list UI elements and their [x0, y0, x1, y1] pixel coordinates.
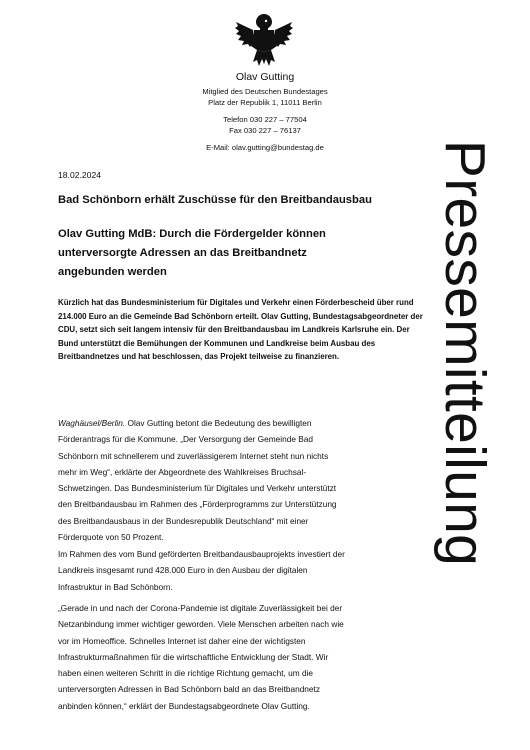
- paragraph-line: vor im Homeoffice. Schnelles Internet ist daher eine der wichtigsten: [58, 635, 306, 646]
- paragraph-line-text: Olav Gutting betont die Bedeutung des bewilligten: [125, 418, 312, 428]
- body-paragraph-3: [58, 600, 438, 714]
- paragraph-line: Netzanbindung immer wichtiger geworden. Viele Menschen arbeiten nach wie: [58, 619, 344, 630]
- paragraph-line: des Breitbandausbaus in der Bundesrepublik Deutschland“ mit einer: [58, 515, 309, 526]
- sender-phone: Telefon 030 227 – 77504: [223, 115, 307, 124]
- press-release-date: 18.02.2024: [58, 170, 102, 180]
- subheadline-line: Olav Gutting MdB: Durch die Fördergelder können: [58, 228, 326, 240]
- sender-role: Mitglied des Deutschen Bundestages: [202, 87, 328, 96]
- body-paragraph-2: [58, 546, 438, 595]
- paragraph-line: Infrastrukturmaßnahmen für die wirtschaftliche Entwicklung der Stadt. Wir: [58, 651, 329, 662]
- paragraph-line: mehr im Weg“, erklärte der Abgeordnete des Wahlkreises Bruchsal-: [58, 466, 307, 477]
- paragraph-line: Förderquote von 50 Prozent.: [58, 532, 164, 543]
- paragraph-line: Im Rahmen des vom Bund geförderten Breitbandausbauprojekts investiert der: [58, 549, 345, 559]
- paragraph-line: Förderantrags für die Kommune. „Der Versorgung der Gemeinde Bad: [58, 434, 314, 445]
- dateline: Waghäusel/Berlin.: [58, 418, 126, 428]
- paragraph-line: Landkreis insgesamt rund 428.000 Euro in den Ausbau der digitalen: [58, 565, 308, 576]
- document-type-banner: [430, 83, 500, 623]
- subheadline-line: unterversorgte Adressen an das Breitbandnetz: [58, 247, 307, 259]
- paragraph-line: den Breitbandausbau im Rahmen des „Förderprogramms zur Unterstützung: [58, 499, 337, 510]
- paragraph-line: Infrastruktur in Bad Schönborn.: [58, 581, 173, 592]
- document-type-label: Pressemitteilung: [433, 139, 497, 567]
- paragraph-line: „Gerade in und nach der Corona-Pandemie ist digitale Zuverlässigkeit bei der: [58, 603, 343, 613]
- subheadline-line: angebunden werden: [58, 266, 167, 278]
- paragraph-line: Schwetzingen. Das Bundesministerium für Digitales und Verkehr unterstützt: [58, 483, 337, 494]
- subheadline: [58, 225, 428, 282]
- sender-name: Olav Gutting: [235, 71, 295, 83]
- sender-email[interactable]: [120, 142, 410, 153]
- paragraph-line: [58, 415, 438, 431]
- bundestag-eagle-icon: [233, 12, 295, 70]
- paragraph-line: unterversorgten Adressen in Bad Schönborn bald an das Breitbandnetz: [58, 684, 320, 695]
- headline: Bad Schönborn erhält Zuschüsse für den Breitbandausbau: [58, 194, 372, 206]
- paragraph-line: anbinden können,“ erklärt der Bundestagsabgeordnete Olav Gutting.: [58, 700, 310, 711]
- sender-email-text[interactable]: E-Mail: olav.gutting@bundestag.de: [206, 143, 324, 152]
- sender-fax: Fax 030 227 – 76137: [229, 126, 301, 135]
- paragraph-line: Schönborn mit schnellerem und zuverlässigerem Internet steht nun nichts: [58, 450, 329, 461]
- paragraph-line: haben einen weiteren Schritt in die richtige Richtung gemacht, um die: [58, 668, 314, 679]
- body-paragraph-1: [58, 415, 438, 545]
- sender-address: Platz der Republik 1, 11011 Berlin: [208, 98, 322, 107]
- lead-paragraph: Kürzlich hat das Bundesministerium für Digitales und Verkehr einen Förderbescheid über rund 214.000 Euro an die Gemeinde Bad Schönborn erteilt. Olav Gutting, Bundestagsabgeordneter der CDU, setzt sich seit langem intensiv für den Breitbandausbau im Landkreis Karlsruhe ein. Der Bund unterstützt die Bemühungen der Kommunen und Landkreise beim Ausbau des Breitbandnetzes und hat beschlossen, das Projekt teilweise zu finanzieren.: [58, 298, 423, 362]
